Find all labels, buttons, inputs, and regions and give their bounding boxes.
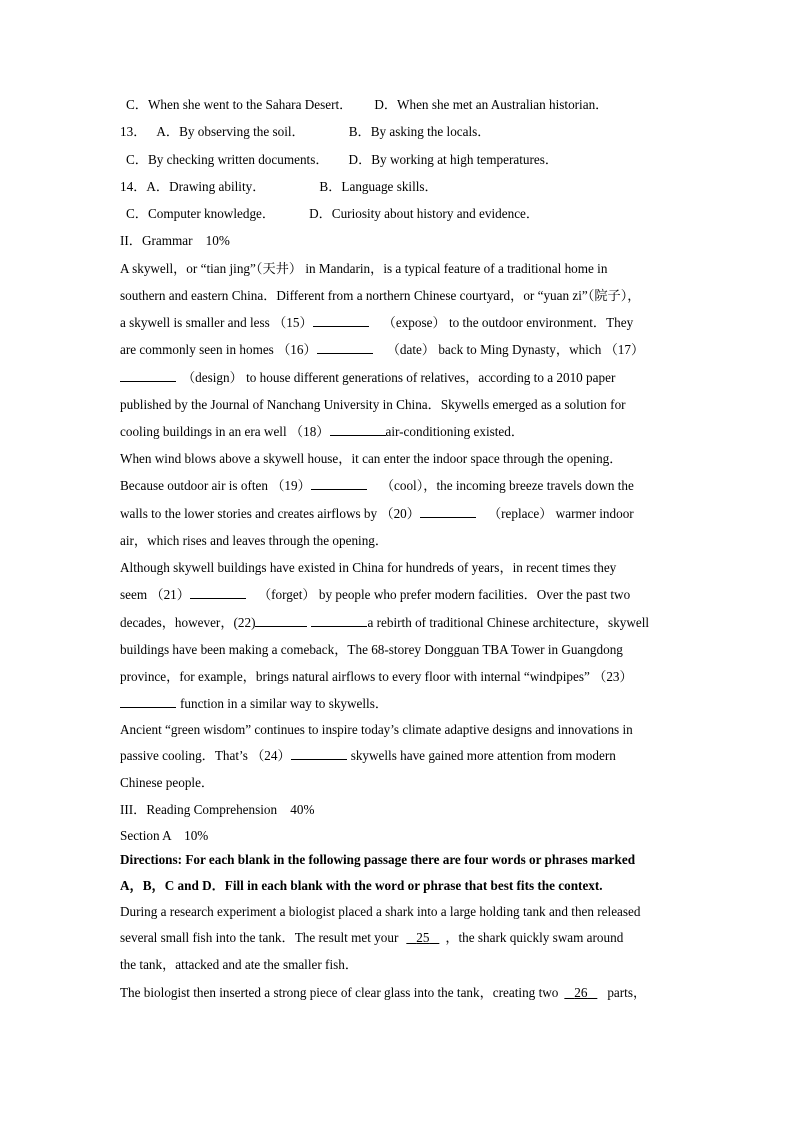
grammar-line: function in a similar way to skywells． [120, 695, 388, 713]
grammar-line: province，for example，brings natural airflows to every floor with internal “windpipes” （23） [120, 669, 633, 684]
q14-options-ab [120, 178, 438, 196]
grammar-line: When wind blows above a skywell house，it can enter the indoor space through the opening． [120, 451, 623, 466]
grammar-line: Although skywell buildings have existed in China for hundreds of years，in recent times they [120, 560, 617, 575]
grammar-line: Ancient “green wisdom” continues to inspire today’s climate adaptive designs and innovations in [120, 722, 633, 737]
passage-line: several small fish into the tank．The result met your 25 ，the shark quickly swam around [120, 930, 624, 945]
grammar-line: Because outdoor air is often （19） （cool），the incoming breeze travels down the [120, 478, 634, 493]
answer-blank-16[interactable] [317, 341, 373, 354]
q14-option-a: A．Drawing ability． [146, 179, 266, 194]
answer-blank-17[interactable] [120, 369, 176, 382]
q12-option-c: C．When she went to the Sahara Desert． [126, 97, 353, 112]
answer-blank-20[interactable] [420, 505, 476, 518]
answer-blank-15[interactable] [313, 314, 369, 327]
q12-options-cd [126, 96, 608, 114]
answer-blank-18[interactable] [330, 423, 386, 436]
answer-blank-21[interactable] [190, 586, 246, 599]
grammar-line: Chinese people． [120, 775, 215, 790]
directions-line-2: A，B，C and D．Fill in each blank with the word or phrase that best fits the context. [120, 878, 603, 893]
answer-blank-25[interactable]: 25 [416, 930, 430, 945]
answer-blank-19[interactable] [311, 477, 367, 490]
passage-line: During a research experiment a biologist placed a shark into a large holding tank and then released [120, 904, 641, 919]
grammar-line: a skywell is smaller and less （15） （expose） to the outdoor environment．They [120, 315, 634, 330]
q13-option-c: C．By checking written documents． [126, 152, 329, 167]
grammar-line: buildings have been making a comeback，The 68-storey Dongguan TBA Tower in Guangdong [120, 642, 623, 657]
answer-blank-24[interactable] [291, 747, 347, 760]
q13-option-b: B．By asking the locals． [348, 124, 491, 139]
answer-blank-23[interactable] [120, 695, 176, 708]
q13-options-cd [126, 151, 558, 169]
passage-line: the tank，attacked and ate the smaller fish． [120, 957, 359, 972]
passage-line: The biologist then inserted a strong piece of clear glass into the tank，creating two 26 parts， [120, 985, 647, 1000]
grammar-line: passive cooling．That’s （24） skywells have gained more attention from modern [120, 748, 616, 763]
grammar-line: air，which rises and leaves through the opening． [120, 533, 389, 548]
q13-label: 13． [120, 124, 147, 139]
grammar-line: walls to the lower stories and creates airflows by （20） （replace） warmer indoor [120, 506, 634, 521]
grammar-line: decades，however，(22) a rebirth of traditional Chinese architecture，skywell [120, 615, 650, 630]
q14-label: 14． [120, 179, 147, 194]
q14-option-b: B．Language skills． [319, 179, 438, 194]
q12-option-d: D．When she met an Australian historian． [374, 97, 609, 112]
grammar-line: seem （21） （forget） by people who prefer modern facilities．Over the past two [120, 587, 631, 602]
grammar-line: are commonly seen in homes （16） （date） back to Ming Dynasty，which （17） [120, 342, 645, 357]
grammar-line: published by the Journal of Nanchang University in China．Skywells emerged as a solution for [120, 397, 626, 412]
q14-options-cd [126, 205, 539, 223]
q14-option-d: D．Curiosity about history and evidence． [309, 206, 540, 221]
grammar-line: A skywell，or “tian jing”（天井） in Mandarin，is a typical feature of a traditional home in [120, 261, 608, 276]
grammar-heading: II．Grammar 10% [120, 233, 230, 248]
answer-blank-26[interactable]: 26 [574, 985, 588, 1000]
directions-line-1: Directions: For each blank in the following passage there are four words or phrases marked [120, 852, 636, 867]
q13-option-a: A．By observing the soil． [156, 124, 305, 139]
grammar-line: southern and eastern China．Different from a northern Chinese courtyard，or “yuan zi”（院子）， [120, 288, 641, 303]
reading-heading: III．Reading Comprehension 40% [120, 802, 315, 817]
answer-blank-22a[interactable] [255, 614, 307, 627]
q13-option-d: D．By working at high temperatures． [348, 152, 559, 167]
q13-options-ab [120, 123, 491, 141]
q14-option-c: C．Computer knowledge． [126, 206, 276, 221]
answer-blank-22b[interactable] [311, 614, 367, 627]
section-a-heading: Section A 10% [120, 828, 209, 843]
grammar-line: cooling buildings in an era well （18） air-conditioning existed． [120, 424, 525, 439]
grammar-line: （design） to house different generations of relatives，according to a 2010 paper [120, 369, 615, 387]
